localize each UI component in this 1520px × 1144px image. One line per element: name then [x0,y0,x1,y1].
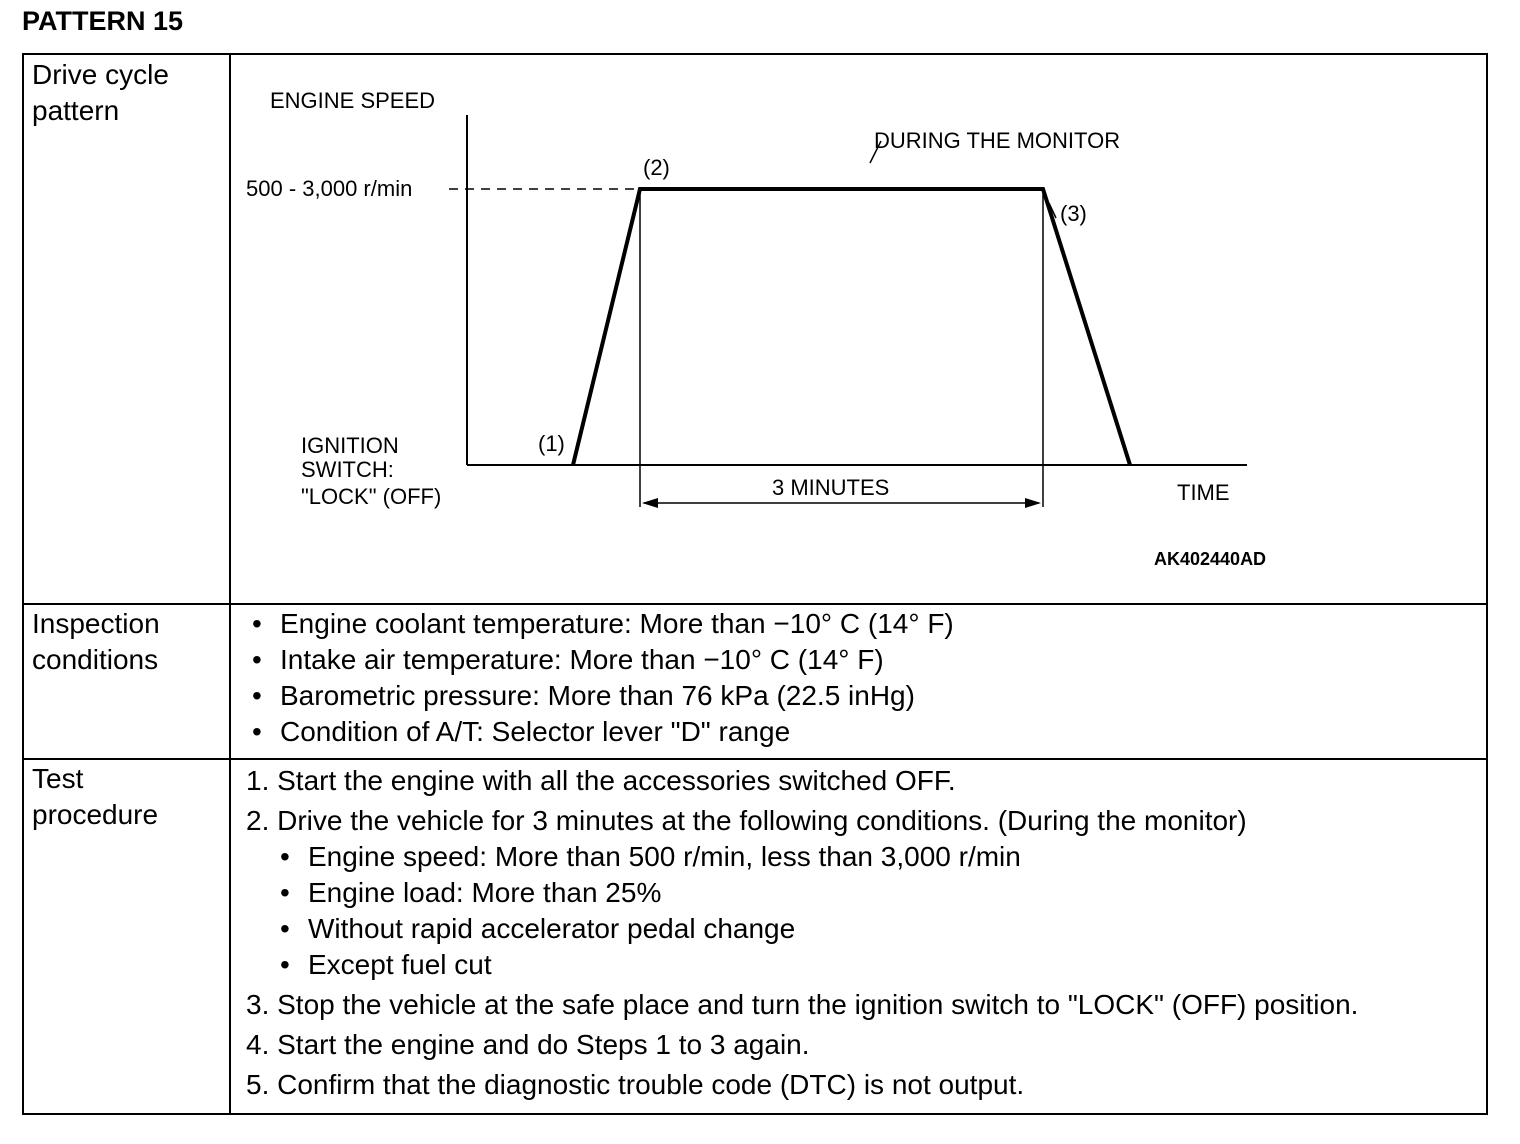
row-divider [24,603,1486,605]
row-label-inspection: Inspection conditions [32,608,160,675]
list-item: • Condition of A/T: Selector lever "D" range [249,714,954,750]
bullet-icon: • [280,913,290,944]
list-item: • Without rapid accelerator pedal change [277,911,1358,947]
x-axis-label: TIME [1177,480,1230,505]
bullet-icon: • [280,841,290,872]
speed-profile-line [573,189,1130,465]
procedure-step: 4. Start the engine and do Steps 1 to 3 again. [246,1029,810,1060]
ignition-label-line-2: SWITCH: [301,457,394,482]
list-item: • Intake air temperature: More than −10° C (14° F) [249,642,954,678]
procedure-step: 2. Drive the vehicle for 3 minutes at the following conditions. (During the monitor) • Engine speed: More than 500 r/min, less than 3,000 r/min • Engine load: More than 25% • Without rapid accelerator pedal change • Except fuel cut [246,803,1358,983]
drive-cycle-table [22,53,1488,1115]
page-title: PATTERN 15 [22,6,184,36]
drive-cycle-diagram [24,55,1486,603]
point-1-label: (1) [538,431,565,456]
test-procedure-list [246,763,1358,1107]
ignition-label-line-1: IGNITION [301,433,399,458]
list-item: • Engine speed: More than 500 r/min, less than 3,000 r/min [277,839,1358,875]
bullet-icon: • [280,877,290,908]
bullet-icon: • [252,680,262,711]
step-2-conditions [246,839,1358,983]
bullet-icon: • [252,716,262,747]
ignition-label-line-3: "LOCK" (OFF) [301,484,442,509]
row-divider [24,758,1486,760]
bullet-icon: • [252,644,262,675]
row-label-test-procedure: Test procedure [32,763,159,830]
procedure-step: 3. Stop the vehicle at the safe place and turn the ignition switch to "LOCK" (OFF) position. [246,989,1359,1020]
speed-range-label: 500 - 3,000 r/min [246,176,413,201]
bullet-icon: • [280,949,290,980]
row-label-drive-cycle: Drive cycle pattern [32,59,169,126]
duration-label: 3 MINUTES [772,475,890,500]
procedure-step: 1. Start the engine with all the accessories switched OFF. [246,765,956,796]
duration-arrowhead-right [1025,498,1041,508]
duration-arrowhead-left [642,498,658,508]
bullet-icon: • [252,608,262,639]
inspection-conditions-list [249,606,954,750]
y-axis-label: ENGINE SPEED [270,88,436,113]
list-item: • Engine coolant temperature: More than −10° C (14° F) [249,606,954,642]
list-item: • Barometric pressure: More than 76 kPa (22.5 inHg) [249,678,954,714]
point-2-label: (2) [643,155,670,180]
monitor-label: DURING THE MONITOR [874,128,1121,153]
procedure-step: 5. Confirm that the diagnostic trouble code (DTC) is not output. [246,1069,1025,1100]
list-item: • Except fuel cut [277,947,1358,983]
point-3-label: (3) [1060,201,1087,226]
list-item: • Engine load: More than 25% [277,875,1358,911]
figure-code: AK402440AD [1154,549,1267,569]
